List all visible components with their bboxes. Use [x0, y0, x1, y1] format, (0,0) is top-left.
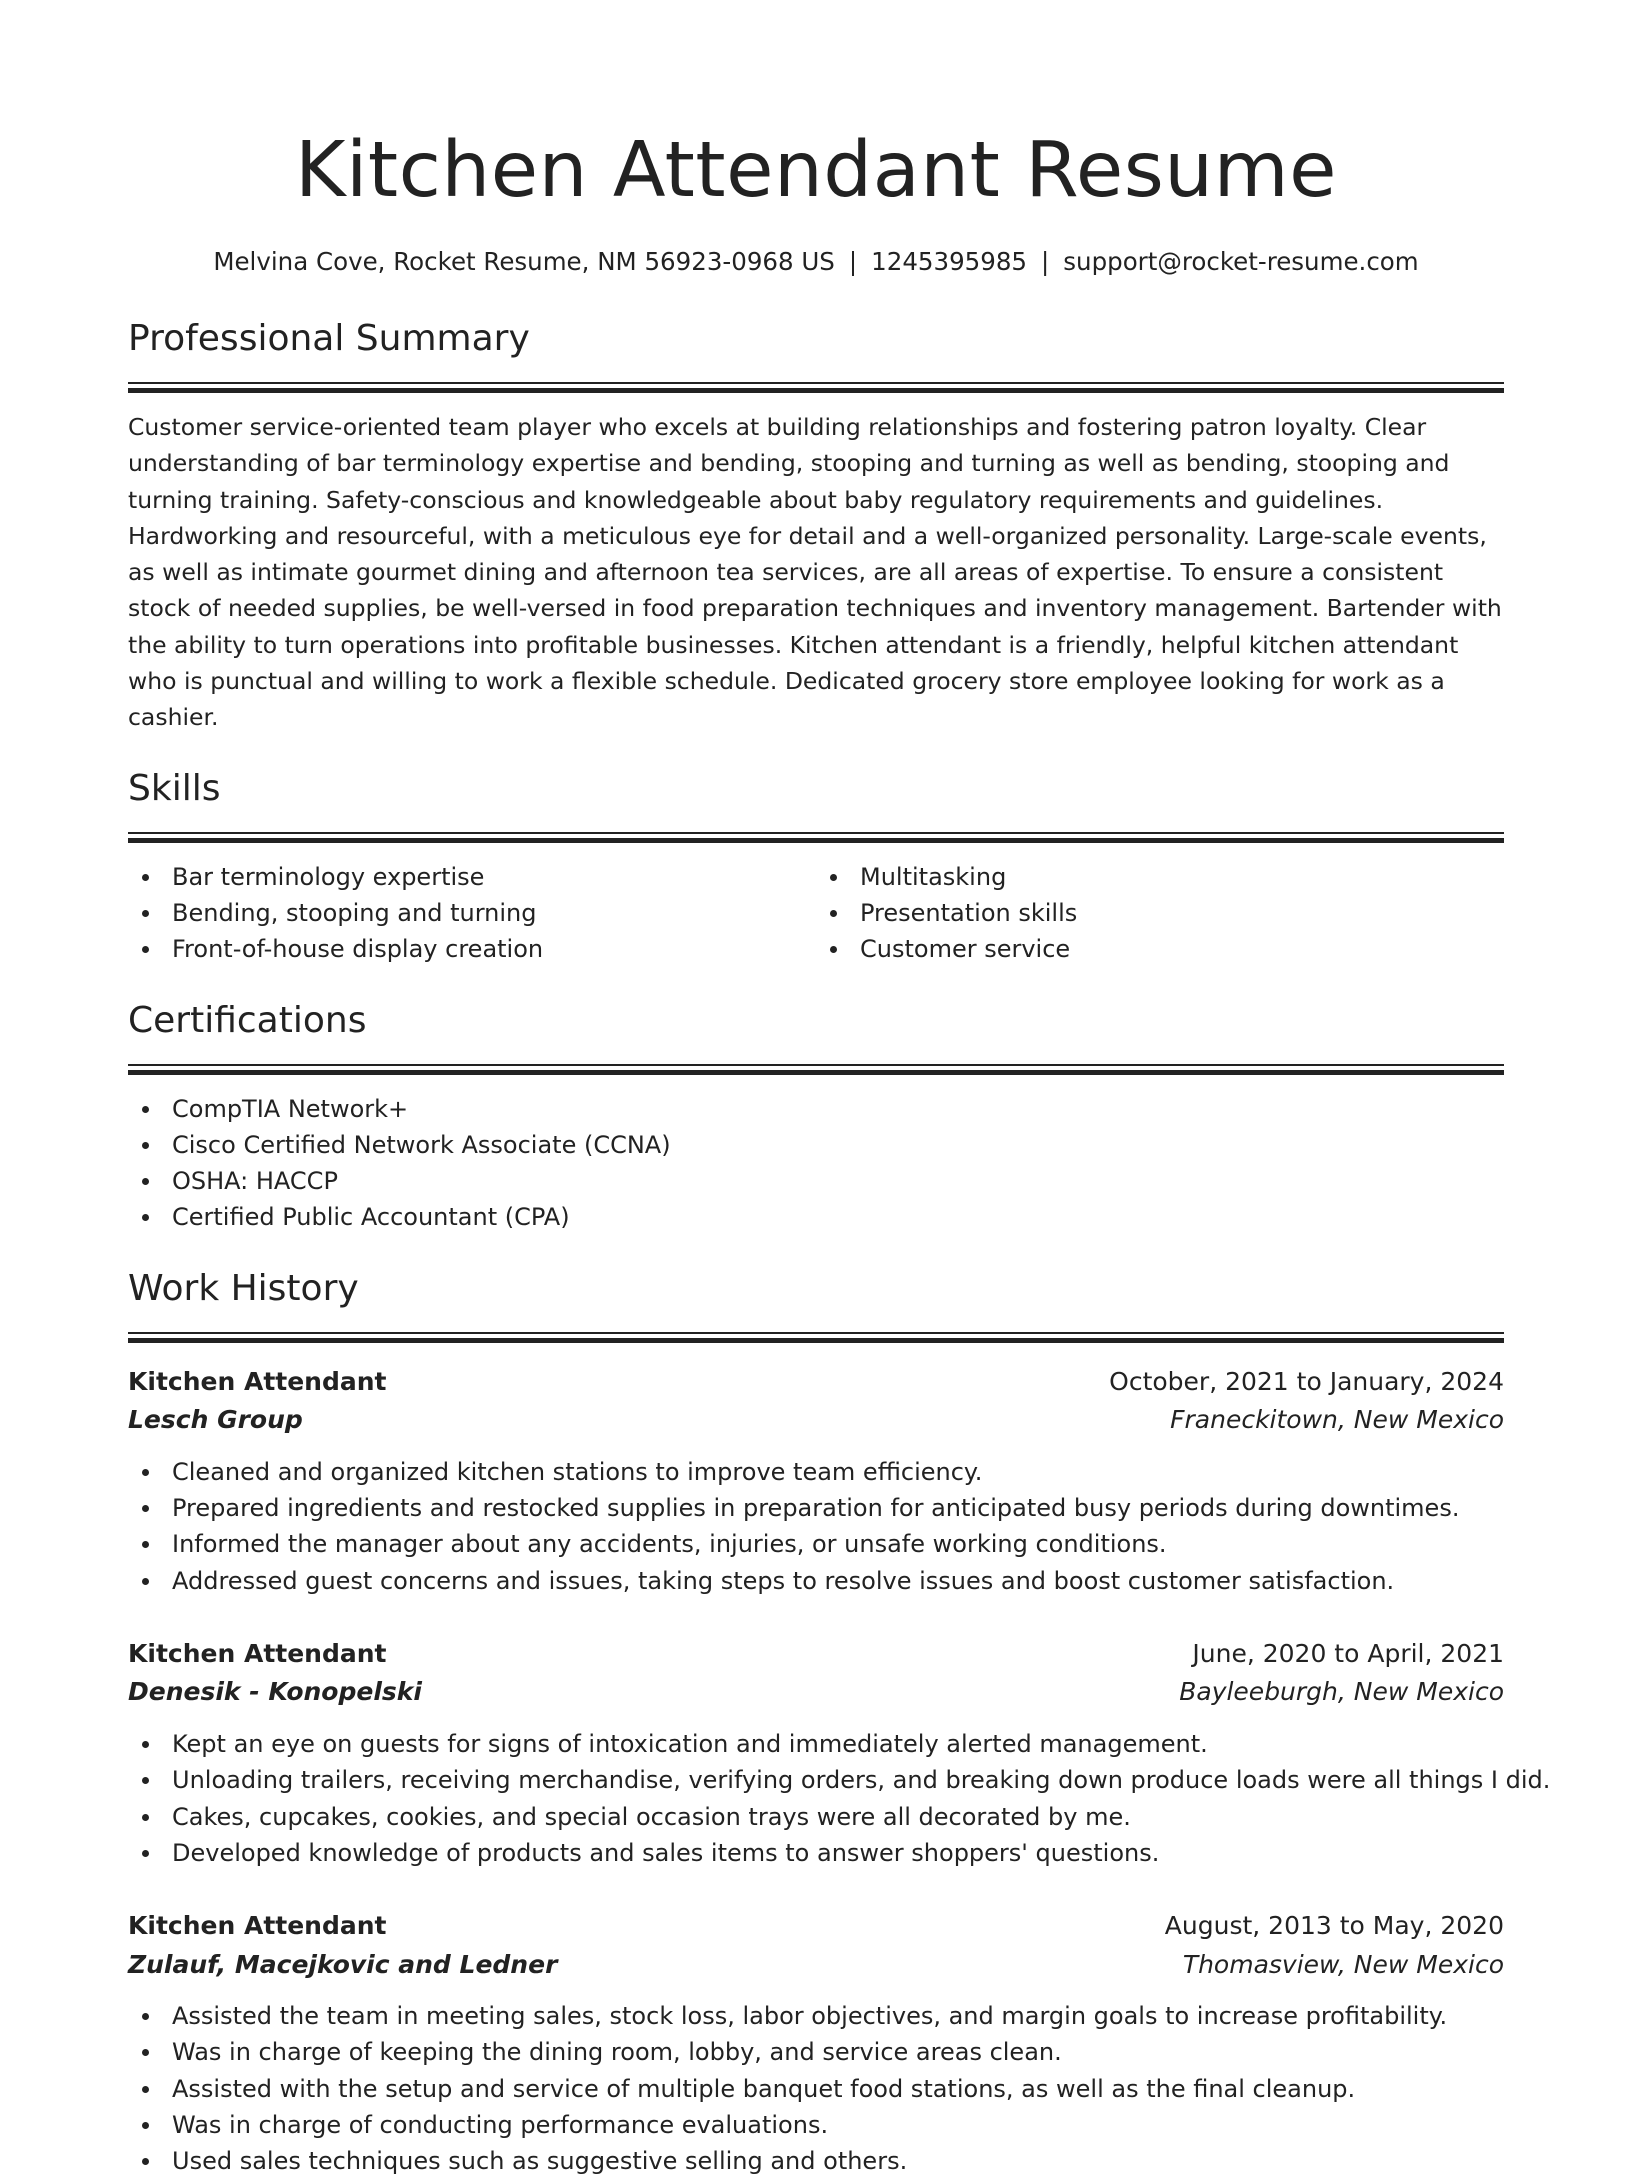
skills-grid: [128, 859, 1504, 968]
job-title: Kitchen Attendant: [128, 1366, 387, 1396]
job-dates: June, 2020 to April, 2021: [1192, 1638, 1504, 1668]
job-dates: August, 2013 to May, 2020: [1164, 1911, 1504, 1941]
section-divider: [128, 1064, 1504, 1066]
job-bullet: Cakes, cupcakes, cookies, and special occasion trays were all decorated by me.: [128, 1799, 1504, 1835]
job-bullet: Assisted with the setup and service of multiple banquet food stations, as well as the final cleanup.: [128, 2071, 1504, 2107]
skills-section: [128, 766, 1504, 968]
section-divider: [128, 1332, 1504, 1334]
contact-separator: |: [1041, 247, 1050, 276]
certifications-section: [128, 998, 1504, 1236]
skill-item: Customer service: [816, 931, 1504, 967]
job-company: Zulauf, Macejkovic and Ledner: [128, 1949, 558, 1979]
job-title: Kitchen Attendant: [128, 1911, 387, 1941]
job-bullet: Was in charge of keeping the dining room, lobby, and service areas clean.: [128, 2034, 1504, 2070]
contact-phone: 1245395985: [871, 247, 1028, 276]
job-bullets: [128, 1726, 1551, 1871]
job-bullet: Addressed guest concerns and issues, taking steps to resolve issues and boost customer satisfaction.: [128, 1563, 1504, 1599]
skills-heading: Skills: [128, 767, 221, 809]
job-dates: October, 2021 to January, 2024: [1109, 1366, 1504, 1396]
job-title: Kitchen Attendant: [128, 1638, 387, 1668]
job-bullets: [128, 1454, 1504, 1599]
job-bullet: Kept an eye on guests for signs of intoxication and immediately alerted management.: [128, 1726, 1504, 1762]
certifications-heading: Certifications: [128, 999, 367, 1041]
job-company: Denesik - Konopelski: [128, 1677, 422, 1707]
job-bullet: Unloading trailers, receiving merchandise, verifying orders, and breaking down produce loads were all things I did.: [128, 1762, 1504, 1798]
job-location: Franeckitown, New Mexico: [1170, 1405, 1504, 1435]
certification-item: Certified Public Accountant (CPA): [128, 1199, 1504, 1235]
skill-item: Front-of-house display creation: [128, 931, 816, 967]
certification-item: CompTIA Network+: [128, 1091, 1504, 1127]
job-entry: [128, 1363, 1504, 1599]
resume-title: Kitchen Attendant Resume: [295, 126, 1337, 215]
job-bullet: Prepared ingredients and restocked supplies in preparation for anticipated busy periods during downtimes.: [128, 1490, 1504, 1526]
skill-item: Bending, stooping and turning: [128, 895, 816, 931]
job-bullet: Used sales techniques such as suggestive selling and others.: [128, 2143, 1504, 2179]
summary-section: [128, 316, 1504, 736]
skill-item: Multitasking: [816, 859, 1504, 895]
job-bullet: Developed knowledge of products and sales items to answer shoppers' questions.: [128, 1835, 1504, 1871]
section-divider: [128, 832, 1504, 834]
job-location: Thomasview, New Mexico: [1182, 1949, 1504, 1979]
certification-item: OSHA: HACCP: [128, 1163, 1504, 1199]
skills-list-left: [128, 859, 816, 968]
job-bullet: Informed the manager about any accidents, injuries, or unsafe working conditions.: [128, 1526, 1504, 1562]
job-location: Bayleeburgh, New Mexico: [1179, 1677, 1504, 1707]
summary-text: Customer service-oriented team player who excels at building relationships and fostering patron loyalty. Clear understanding of bar terminology expertise and bending, stooping and turning as well as bending, stooping and turning training. Safety-conscious and knowledgeable about baby regulatory requirements and guidelines. Hardworking and resourceful, with a meticulous eye for detail and a well-organized personality. Large-scale events, as well as intimate gourmet dining and afternoon tea services, are all areas of expertise. To ensure a consistent stock of needed supplies, be well-versed in food preparation techniques and inventory management. Bartender with the ability to turn operations into profitable businesses. Kitchen attendant is a friendly, helpful kitchen attendant who is punctual and willing to work a flexible schedule. Dedicated grocery store employee looking for work as a cashier.: [128, 413, 1502, 732]
job-bullets: [128, 1998, 1504, 2179]
work-history-section: [128, 1266, 1551, 2180]
job-bullet: Was in charge of conducting performance evaluations.: [128, 2107, 1504, 2143]
certification-item: Cisco Certified Network Associate (CCNA): [128, 1127, 1504, 1163]
contact-separator: |: [848, 247, 858, 276]
summary-heading: Professional Summary: [128, 318, 530, 359]
job-entry: [128, 1907, 1504, 2179]
skill-item: Presentation skills: [816, 895, 1504, 931]
job-bullet: Assisted the team in meeting sales, stock loss, labor objectives, and margin goals to increase profitability.: [128, 1998, 1504, 2034]
section-divider: [128, 382, 1504, 384]
skills-list-right: [816, 859, 1504, 968]
job-entry: [128, 1635, 1551, 1871]
certifications-list: [128, 1091, 1504, 1236]
contact-email: support@rocket-resume.com: [1063, 247, 1419, 276]
contact-line: [128, 244, 1504, 280]
skill-item: Bar terminology expertise: [128, 859, 816, 895]
job-bullet: Cleaned and organized kitchen stations to improve team efficiency.: [128, 1454, 1504, 1490]
job-company: Lesch Group: [128, 1405, 303, 1435]
work-history-heading: Work History: [128, 1267, 359, 1309]
contact-address: Melvina Cove, Rocket Resume, NM 56923-0968 US: [213, 247, 835, 276]
